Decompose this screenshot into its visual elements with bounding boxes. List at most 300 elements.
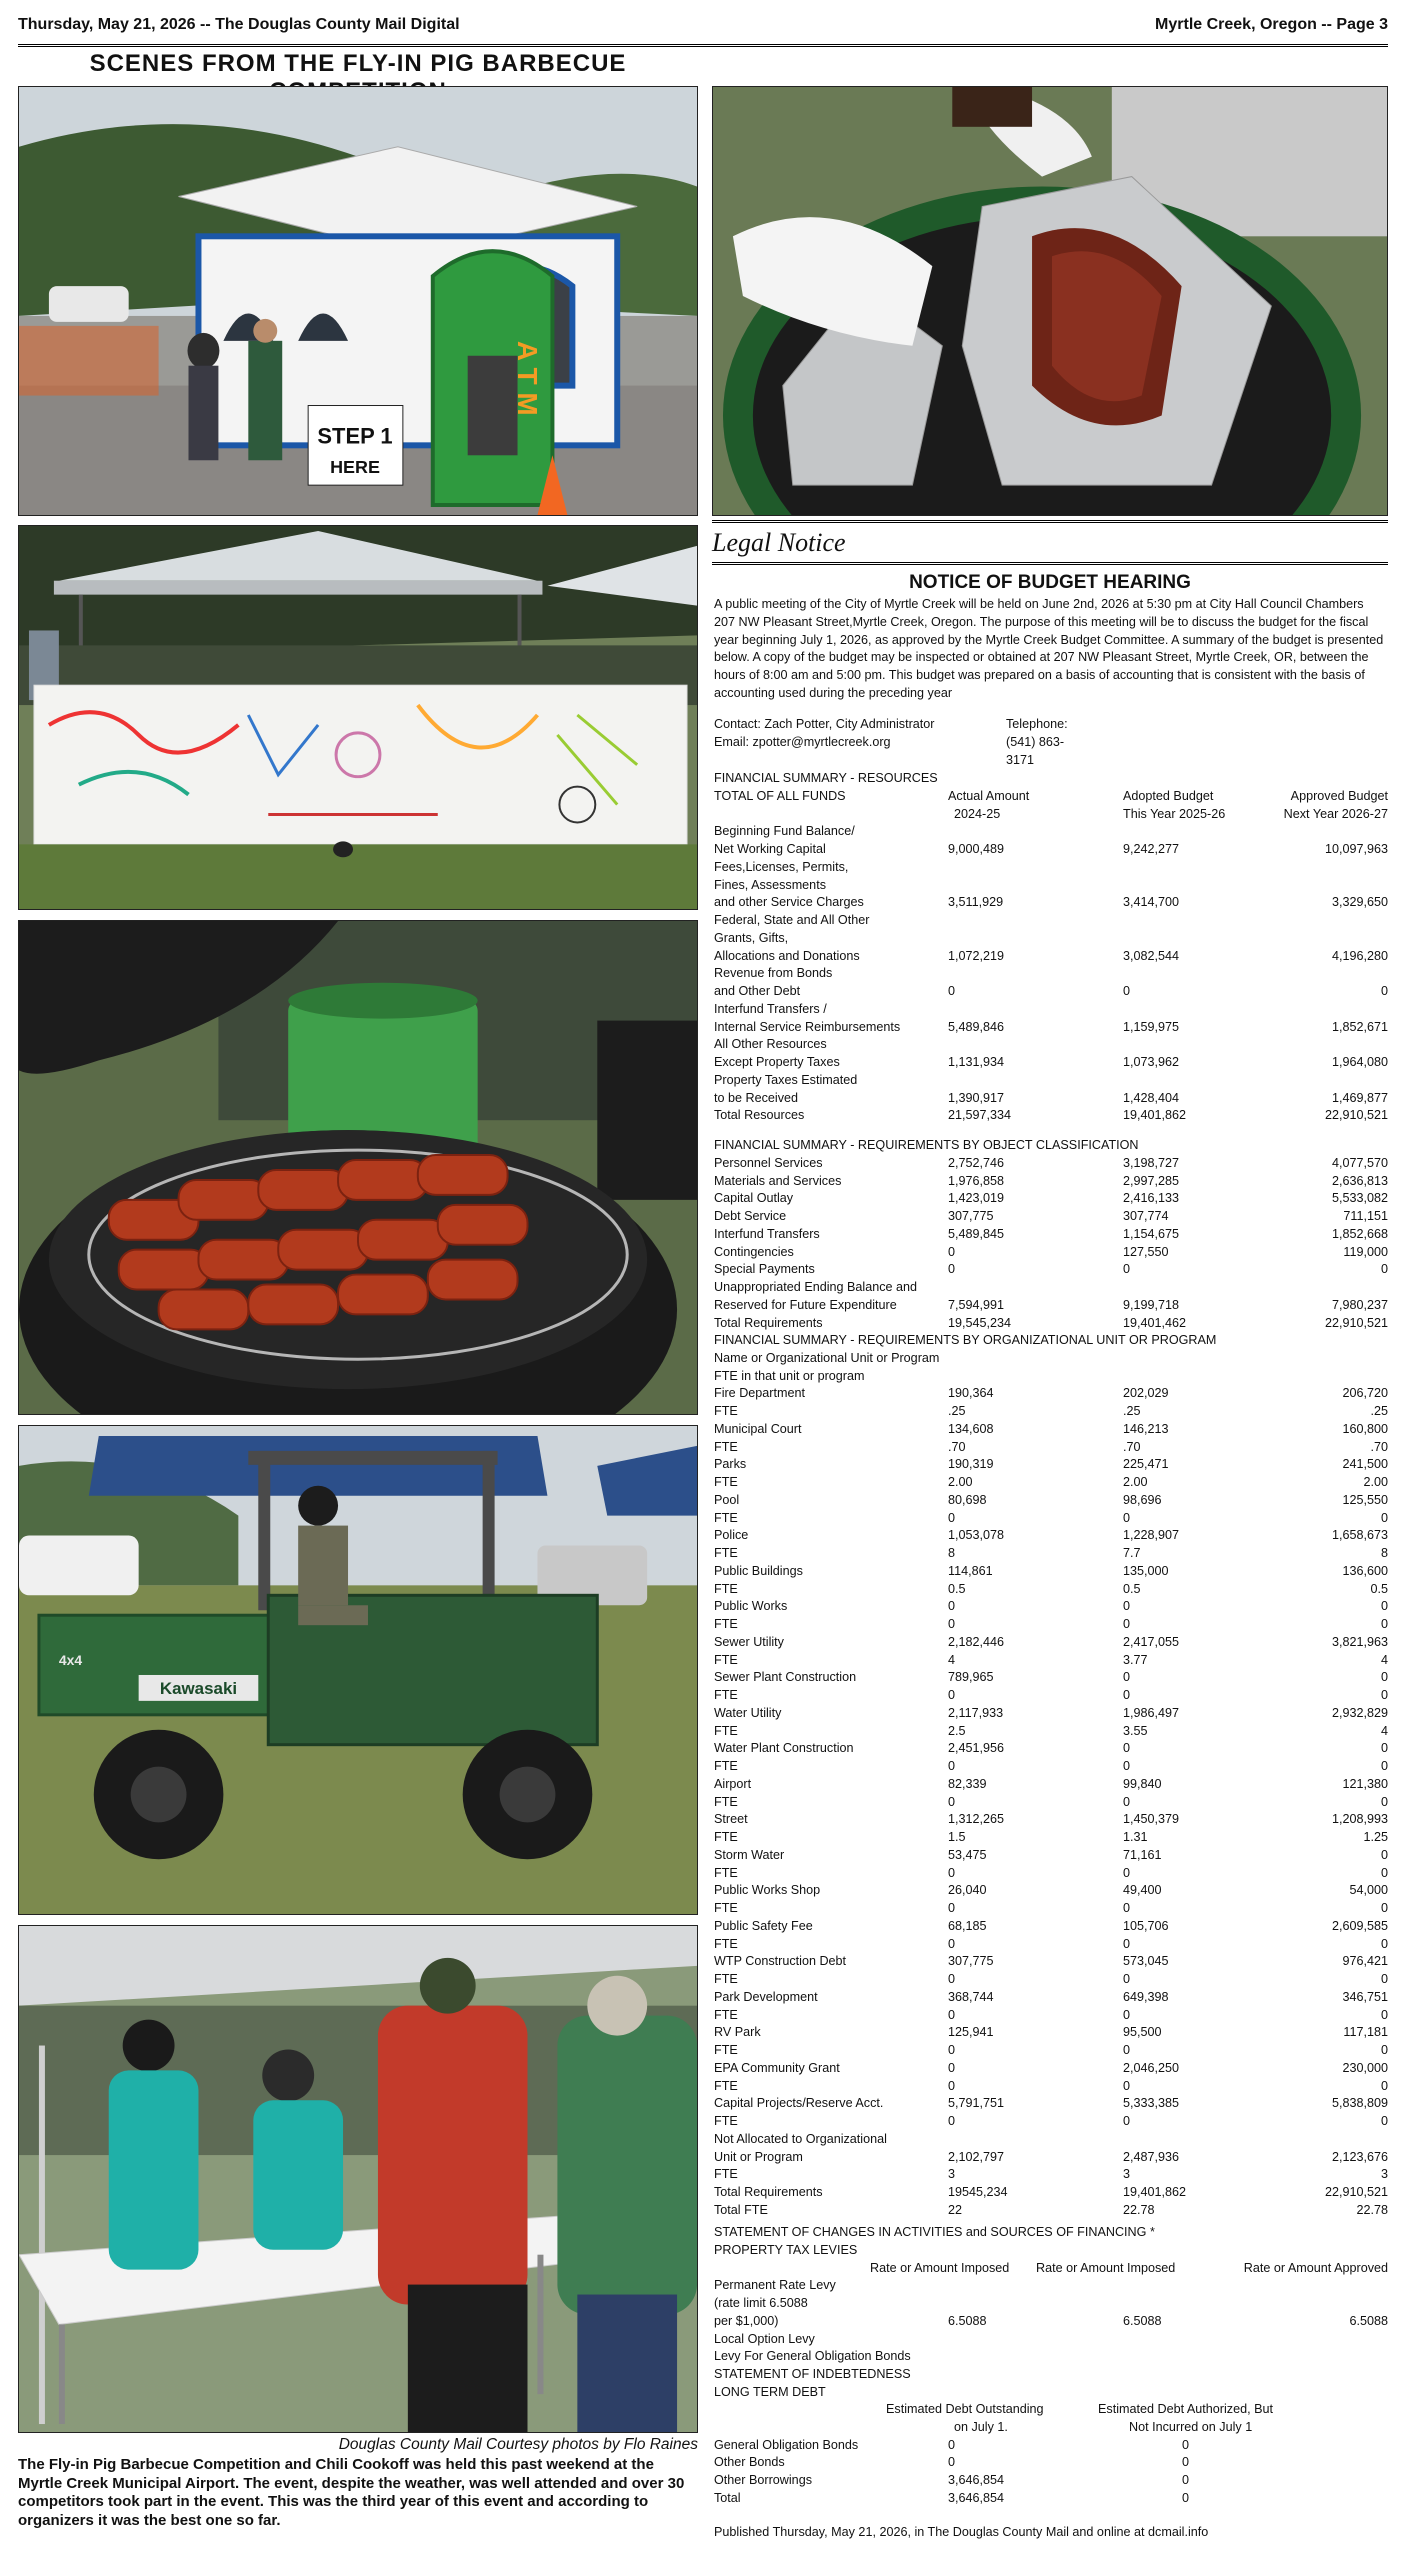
table-row	[714, 1226, 1388, 1244]
row-value: 0	[1380, 1617, 1388, 1631]
tax-heading-2: PROPERTY TAX LEVIES	[714, 2242, 858, 2257]
table-row	[714, 1758, 1388, 1776]
row-value: 0	[1380, 2043, 1388, 2057]
row-value: 190,364	[948, 1386, 994, 1401]
notice-body-text: A public meeting of the City of Myrtle Creek will be held on June 2nd, 2026 at 5:30 pm at City Hall Council Chambers 207 NW Pleasant Street,Myrtle Creek, Oregon. The purpose of this meeting will be to discuss the budget for the fiscal year beginning July 1, 2026, as approved by the Myrtle Creek Budget Committee. A summary of the budget is presented below. A copy of the budget may be inspected or obtained at 207 NW Pleasant Street, Myrtle Creek, OR, between the hours of 8:00 am and 5:00 pm. This budget was prepared on a basis of accounting that is consistent with the basis of accounting used during the preceding year	[714, 597, 1384, 700]
row-value: 0	[948, 1865, 956, 1880]
table-row	[714, 1492, 1388, 1510]
table-row	[714, 1918, 1388, 1936]
row-value: 19,401,862	[1123, 2185, 1187, 2199]
photo-mural-board	[18, 525, 698, 910]
row-value: 5,791,751	[948, 2096, 1005, 2111]
utv-badge: 4x4	[58, 1652, 83, 1669]
row-value: 2.00	[1363, 1475, 1388, 1489]
photo-ribs-foil	[712, 86, 1388, 516]
table-row	[714, 2454, 1388, 2472]
table-row	[714, 2060, 1388, 2078]
row-value: 4	[948, 1652, 956, 1667]
photo-volunteers-table	[18, 1925, 698, 2433]
row-label: Unappropriated Ending Balance and	[714, 1280, 918, 1294]
table-row	[714, 1740, 1388, 1758]
table-row	[714, 1652, 1388, 1670]
table-row	[714, 1705, 1388, 1723]
row-value: 5,489,846	[948, 1019, 1005, 1034]
row-label: Total FTE	[714, 2202, 768, 2217]
row-label: Pool	[714, 1492, 740, 1507]
resources-header-row-1: TOTAL OF ALL FUNDS Actual Amount Adopted Budget Approved Budget	[714, 788, 1388, 803]
table-row	[714, 859, 1388, 877]
row-label: Grants, Gifts,	[714, 930, 789, 945]
row-value: 0	[948, 2060, 956, 2075]
table-row	[714, 965, 1388, 983]
row-value: 19545,234	[948, 2185, 1008, 2199]
table-row	[714, 2095, 1388, 2113]
row-value: 0	[1380, 1510, 1388, 1525]
row-label: Sewer Plant Construction	[714, 1670, 857, 1685]
booth-sign-here: HERE	[330, 457, 380, 478]
table-row	[714, 1190, 1388, 1208]
row-value: 134,608	[948, 1421, 994, 1436]
row-value: 1,073,962	[1123, 1055, 1180, 1069]
row-value: 7.7	[1123, 1546, 1141, 1560]
row-label: Materials and Services	[714, 1173, 842, 1188]
row-label: Allocations and Donations	[714, 948, 860, 963]
row-value: 4,196,280	[1331, 948, 1388, 963]
table-row	[714, 930, 1388, 948]
table-row	[714, 1669, 1388, 1687]
table-row	[714, 2024, 1388, 2042]
row-value: 0	[1380, 1847, 1388, 1862]
requirements-object-table	[714, 1137, 1388, 1332]
row-value: 0	[1182, 2437, 1190, 2452]
row-label: FTE	[714, 1404, 738, 1418]
row-value: 3,329,650	[1331, 895, 1388, 910]
row-label: Other Bonds	[714, 2455, 785, 2470]
row-value: 1,852,671	[1331, 1019, 1388, 1034]
row-value: 2,182,446	[948, 1634, 1005, 1649]
row-value: 0	[1380, 1936, 1388, 1951]
row-value: .70	[1123, 1439, 1141, 1454]
row-value: 0	[1123, 2043, 1131, 2057]
table-row	[714, 1350, 1388, 1368]
row-value: 0	[948, 2007, 956, 2022]
row-value: 1,423,019	[948, 1191, 1005, 1206]
row-value: 135,000	[1123, 1563, 1169, 1578]
table-row	[714, 2313, 1388, 2331]
row-value: 3,414,700	[1123, 895, 1180, 910]
requirements-org-rows	[714, 1350, 1388, 2220]
row-label: Unit or Program	[714, 2149, 803, 2164]
row-label: Permanent Rate Levy	[714, 2278, 836, 2293]
row-label: Parks	[714, 1457, 747, 1472]
table-row	[714, 2184, 1388, 2202]
photo-booth-atm	[18, 86, 698, 516]
table-row	[714, 1439, 1388, 1457]
table-row	[714, 1811, 1388, 1829]
photo-banner-title: SCENES FROM THE FLY-IN PIG BARBECUE	[89, 50, 627, 77]
row-value: 0	[1182, 2490, 1190, 2505]
row-value: 3,646,854	[948, 2490, 1005, 2505]
row-value: 0	[1182, 2455, 1190, 2470]
table-row	[714, 2277, 1388, 2295]
row-value: 82,339	[948, 1776, 987, 1791]
row-value: 0	[948, 2455, 956, 2470]
row-value: 0	[948, 1972, 956, 1986]
row-value: .25	[1370, 1404, 1388, 1418]
row-label: Revenue from Bonds	[714, 966, 833, 981]
row-value: .25	[1123, 1404, 1141, 1418]
table-row	[714, 1054, 1388, 1072]
row-label: Fines, Assessments	[714, 877, 826, 892]
row-value: 2,609,585	[1331, 1918, 1388, 1933]
row-value: 190,319	[948, 1457, 994, 1472]
row-value: 2,932,829	[1331, 1705, 1388, 1720]
row-value: 1,658,673	[1331, 1528, 1388, 1543]
row-value: 2,416,133	[1123, 1191, 1180, 1206]
row-label: FTE	[714, 1652, 738, 1667]
row-label: Fire Department	[714, 1386, 805, 1401]
table-row	[714, 1616, 1388, 1634]
row-label: Beginning Fund Balance/	[714, 824, 855, 839]
tax-levies-table	[714, 2224, 1388, 2402]
row-value: 160,800	[1342, 1421, 1388, 1436]
row-label: FTE	[714, 1475, 738, 1489]
row-label: Total Requirements	[714, 1315, 823, 1330]
table-row	[714, 1936, 1388, 1954]
row-label: FTE	[714, 1581, 738, 1596]
row-value: 307,774	[1123, 1209, 1169, 1223]
row-label: FTE	[714, 1936, 738, 1951]
row-label: FTE	[714, 1546, 738, 1560]
row-label: STATEMENT OF INDEBTEDNESS	[714, 2367, 911, 2381]
row-value: 0	[1123, 1936, 1131, 1951]
row-label: FTE	[714, 2078, 738, 2093]
row-value: 22.78	[1356, 2202, 1388, 2217]
row-label: Levy For General Obligation Bonds	[714, 2349, 911, 2364]
row-value: 3.77	[1123, 1652, 1148, 1667]
table-row	[714, 1297, 1388, 1315]
row-value: 1,208,993	[1331, 1812, 1388, 1827]
row-value: 54,000	[1349, 1883, 1388, 1898]
row-label: Public Works Shop	[714, 1883, 821, 1898]
table-row	[714, 1315, 1388, 1333]
row-value: 1,450,379	[1123, 1812, 1180, 1827]
table-row	[714, 1634, 1388, 1652]
row-label: EPA Community Grant	[714, 2060, 840, 2075]
row-value: 2,487,936	[1123, 2149, 1180, 2164]
row-value: 2,752,746	[948, 1155, 1005, 1170]
legal-rule-top	[712, 520, 1388, 523]
table-row	[714, 894, 1388, 912]
table-row	[714, 2437, 1388, 2455]
row-label: Other Borrowings	[714, 2473, 812, 2487]
row-value: 206,720	[1342, 1386, 1388, 1401]
row-value: 1,964,080	[1331, 1055, 1388, 1069]
table-row	[714, 2007, 1388, 2025]
table-row	[714, 1072, 1388, 1090]
row-value: 0	[948, 1901, 956, 1915]
row-label: Debt Service	[714, 1209, 787, 1223]
row-value: 0	[1123, 1759, 1131, 1773]
row-value: 71,161	[1123, 1847, 1162, 1862]
table-row	[714, 1279, 1388, 1297]
row-value: 0	[1123, 2078, 1131, 2093]
row-label: FTE	[714, 2114, 738, 2128]
table-row	[714, 1208, 1388, 1226]
row-value: 789,965	[948, 1670, 994, 1685]
row-value: 1,390,917	[948, 1090, 1005, 1105]
row-value: 0	[1380, 984, 1388, 998]
row-label: FTE	[714, 1759, 738, 1773]
row-value: .25	[948, 1404, 966, 1418]
row-label: Street	[714, 1812, 748, 1827]
legal-notice-heading: Legal Notice	[712, 528, 846, 557]
row-value: 49,400	[1123, 1883, 1162, 1898]
table-row	[714, 877, 1388, 895]
row-label: FTE	[714, 1865, 738, 1880]
row-value: 2.00	[1123, 1475, 1148, 1489]
table-row	[714, 1776, 1388, 1794]
row-label: All Other Resources	[714, 1037, 827, 1052]
row-label: Sewer Utility	[714, 1634, 784, 1649]
row-value: 0	[1182, 2473, 1190, 2487]
row-value: 0.5	[948, 1581, 966, 1596]
row-label: Storm Water	[714, 1847, 785, 1862]
table-row	[714, 1527, 1388, 1545]
row-value: 2.5	[948, 1723, 966, 1738]
row-value: 5,333,385	[1123, 2096, 1180, 2111]
row-value: 1,159,975	[1123, 1019, 1180, 1034]
row-label: Federal, State and All Other	[714, 913, 870, 927]
table-row	[714, 1723, 1388, 1741]
row-value: 0	[948, 1936, 956, 1951]
row-label: FTE	[714, 2007, 738, 2022]
row-label: per $1,000)	[714, 2313, 779, 2328]
row-value: 99,840	[1123, 1776, 1162, 1791]
row-value: 0	[1123, 1901, 1131, 1915]
table-row	[714, 2348, 1388, 2366]
row-value: 22.78	[1123, 2202, 1155, 2217]
row-label: General Obligation Bonds	[714, 2437, 859, 2452]
row-value: 0	[948, 2114, 956, 2128]
row-value: 1.5	[948, 1830, 966, 1844]
row-label: Net Working Capital	[714, 842, 826, 856]
atm-sign: A T M	[511, 340, 544, 416]
row-label: FTE	[714, 2167, 738, 2182]
table-row	[714, 2384, 1388, 2402]
requirements-org-table	[714, 1332, 1388, 2220]
row-value: 9,242,277	[1123, 842, 1180, 856]
table-row	[714, 841, 1388, 859]
row-value: 80,698	[948, 1492, 987, 1507]
table-row	[714, 2202, 1388, 2220]
row-label: Total Resources	[714, 1108, 805, 1123]
masthead	[18, 10, 1388, 47]
row-value: 19,401,462	[1123, 1315, 1187, 1330]
row-value: 2,102,797	[948, 2149, 1005, 2164]
row-label: Special Payments	[714, 1262, 815, 1277]
row-label: and Other Debt	[714, 984, 801, 998]
row-value: 0	[1380, 1759, 1388, 1773]
row-value: 2,451,956	[948, 1741, 1005, 1756]
masthead-date: Thursday, May 21, 2026 -- The Douglas County Mail Digital	[18, 16, 460, 33]
row-label: Local Option Levy	[714, 2331, 815, 2346]
row-value: 0	[1123, 1262, 1131, 1277]
notice-body	[714, 596, 1388, 703]
debt-header-row-1: Estimated Debt Outstanding Estimated Debt Authorized, But	[886, 2402, 1274, 2416]
row-label: Fees,Licenses, Permits,	[714, 859, 849, 874]
row-label: Interfund Transfers	[714, 1226, 820, 1241]
row-value: 0	[1380, 1599, 1388, 1614]
table-row	[714, 1173, 1388, 1191]
row-value: 119,000	[1343, 1244, 1388, 1259]
row-label: FTE in that unit or program	[714, 1368, 865, 1383]
row-value: 2.00	[948, 1475, 973, 1489]
row-label: and other Service Charges	[714, 895, 864, 910]
row-value: 4	[1380, 1652, 1388, 1667]
table-row	[714, 2366, 1388, 2384]
row-value: 19,401,862	[1123, 1108, 1187, 1123]
row-value: 307,775	[948, 1209, 994, 1223]
row-value: 0	[948, 2043, 956, 2057]
row-value: 1,053,078	[948, 1528, 1005, 1543]
table-row	[714, 1036, 1388, 1054]
row-value: 0	[948, 1244, 956, 1259]
row-value: 7,594,991	[948, 1297, 1005, 1312]
table-row	[714, 1598, 1388, 1616]
row-label: Capital Outlay	[714, 1191, 794, 1206]
photo-credit: Douglas County Mail Courtesy photos by Flo Raines	[338, 2436, 698, 2453]
row-label: Total Requirements	[714, 2185, 823, 2199]
table-row	[714, 1107, 1388, 1125]
row-value: 0	[1380, 1262, 1388, 1277]
row-value: 2,117,933	[948, 1705, 1004, 1720]
row-label: Airport	[714, 1776, 752, 1791]
row-label: RV Park	[714, 2025, 761, 2040]
row-value: 0	[1123, 1617, 1131, 1631]
row-label: Public Works	[714, 1599, 788, 1614]
row-value: 2,046,250	[1123, 2060, 1180, 2075]
table-row	[714, 1456, 1388, 1474]
table-row	[714, 983, 1388, 1001]
notice-title: NOTICE OF BUDGET HEARING	[909, 572, 1191, 593]
row-value: 22	[948, 2202, 963, 2217]
row-label: LONG TERM DEBT	[714, 2384, 826, 2399]
row-value: 0	[1123, 2114, 1131, 2128]
row-value: 1.31	[1123, 1830, 1148, 1844]
table-row	[714, 2490, 1388, 2508]
table-row	[714, 2295, 1388, 2313]
row-label: Water Plant Construction	[714, 1741, 854, 1756]
row-label: (rate limit 6.5088	[714, 2296, 808, 2310]
row-label: FTE	[714, 1688, 738, 1702]
row-value: 1,154,675	[1123, 1226, 1180, 1241]
row-value: 22,910,521	[1324, 1315, 1388, 1330]
row-value: 146,213	[1123, 1421, 1169, 1436]
table-row	[714, 1019, 1388, 1037]
table-row	[714, 1244, 1388, 1262]
table-row	[714, 1794, 1388, 1812]
row-label: FTE	[714, 1972, 738, 1986]
row-value: 5,489,845	[948, 1226, 1005, 1241]
row-label: FTE	[714, 1794, 738, 1809]
table-row	[714, 1510, 1388, 1528]
row-value: 0	[1123, 1688, 1131, 1702]
row-value: 0	[1123, 1972, 1131, 1986]
resources-header-row-2: 2024-25 This Year 2025-26 Next Year 2026-27	[954, 806, 1388, 821]
row-label: FTE	[714, 1901, 738, 1915]
row-value: 9,199,718	[1123, 1297, 1180, 1312]
row-value: 0	[948, 2078, 956, 2093]
row-value: 0	[1380, 2007, 1388, 2022]
row-label: Park Development	[714, 1989, 818, 2004]
row-value: 1.25	[1363, 1830, 1388, 1844]
row-value: 6.5088	[948, 2313, 987, 2328]
row-value: 0	[948, 1599, 956, 1614]
table-row	[714, 1545, 1388, 1563]
table-row	[714, 1882, 1388, 1900]
debt-header-row-2: on July 1. Not Incurred on July 1	[954, 2419, 1253, 2434]
row-label: Not Allocated to Organizational	[714, 2131, 887, 2146]
legal-rule-bottom	[712, 562, 1388, 565]
row-value: 1,469,877	[1331, 1090, 1388, 1105]
row-value: 1,428,404	[1123, 1090, 1180, 1105]
utv-brand: Kawasaki	[159, 1678, 238, 1698]
row-value: 1,312,265	[948, 1812, 1005, 1827]
row-label: Personnel Services	[714, 1155, 823, 1170]
row-value: .70	[948, 1439, 966, 1454]
row-label: Reserved for Future Expenditure	[714, 1297, 897, 1312]
publication-footnote: Published Thursday, May 21, 2026, in The Douglas County Mail and online at dcmail.info	[714, 2525, 1209, 2539]
row-value: 976,421	[1342, 1954, 1388, 1969]
row-value: 2,123,676	[1331, 2149, 1388, 2164]
row-value: 5,838,809	[1331, 2096, 1388, 2111]
row-value: 9,000,489	[948, 842, 1005, 856]
row-label: Municipal Court	[714, 1421, 802, 1436]
resources-heading-1: FINANCIAL SUMMARY - RESOURCES	[714, 771, 938, 785]
row-value: 0	[1123, 1794, 1131, 1809]
row-value: 3,082,544	[1123, 948, 1180, 963]
row-label: Contingencies	[714, 1244, 794, 1259]
row-value: 22,910,521	[1324, 1108, 1388, 1123]
row-value: 0	[1380, 1741, 1388, 1756]
row-label: FTE	[714, 1723, 738, 1738]
row-value: 7,980,237	[1331, 1297, 1388, 1312]
table-row	[714, 1385, 1388, 1403]
photo-ribs-grill	[18, 920, 698, 1415]
table-row	[714, 1001, 1388, 1019]
tax-column-headers: Rate or Amount Imposed Rate or Amount Imposed Rate or Amount Approved	[870, 2260, 1388, 2275]
row-value: 8	[1380, 1546, 1388, 1560]
photo-caption: The Fly-in Pig Barbecue Competition and Chili Cookoff was held this past weekend at the Myrtle Creek Municipal Airport. The event, despite the weather, was well attended and over 30 competitors took part in the event. This was the third year of this event and according to organizers it was the best one so far.	[18, 2456, 685, 2529]
row-label: FTE	[714, 1510, 738, 1525]
row-value: 4,077,570	[1331, 1155, 1388, 1170]
row-value: 0	[1380, 1670, 1388, 1685]
row-value: 6.5088	[1349, 2313, 1388, 2328]
row-value: 68,185	[948, 1918, 987, 1933]
photo-kawasaki-utv	[18, 1425, 698, 1915]
table-row	[714, 1847, 1388, 1865]
row-value: 1,976,858	[948, 1173, 1005, 1188]
row-label: Property Taxes Estimated	[714, 1072, 858, 1087]
row-value: 0	[1380, 1794, 1388, 1809]
row-value: .70	[1370, 1439, 1388, 1454]
row-value: 3	[948, 2167, 956, 2182]
row-value: 346,751	[1342, 1989, 1388, 2004]
row-value: 0	[1123, 1865, 1131, 1880]
booth-sign-step: STEP 1	[317, 423, 393, 449]
row-value: 6.5088	[1123, 2313, 1162, 2328]
